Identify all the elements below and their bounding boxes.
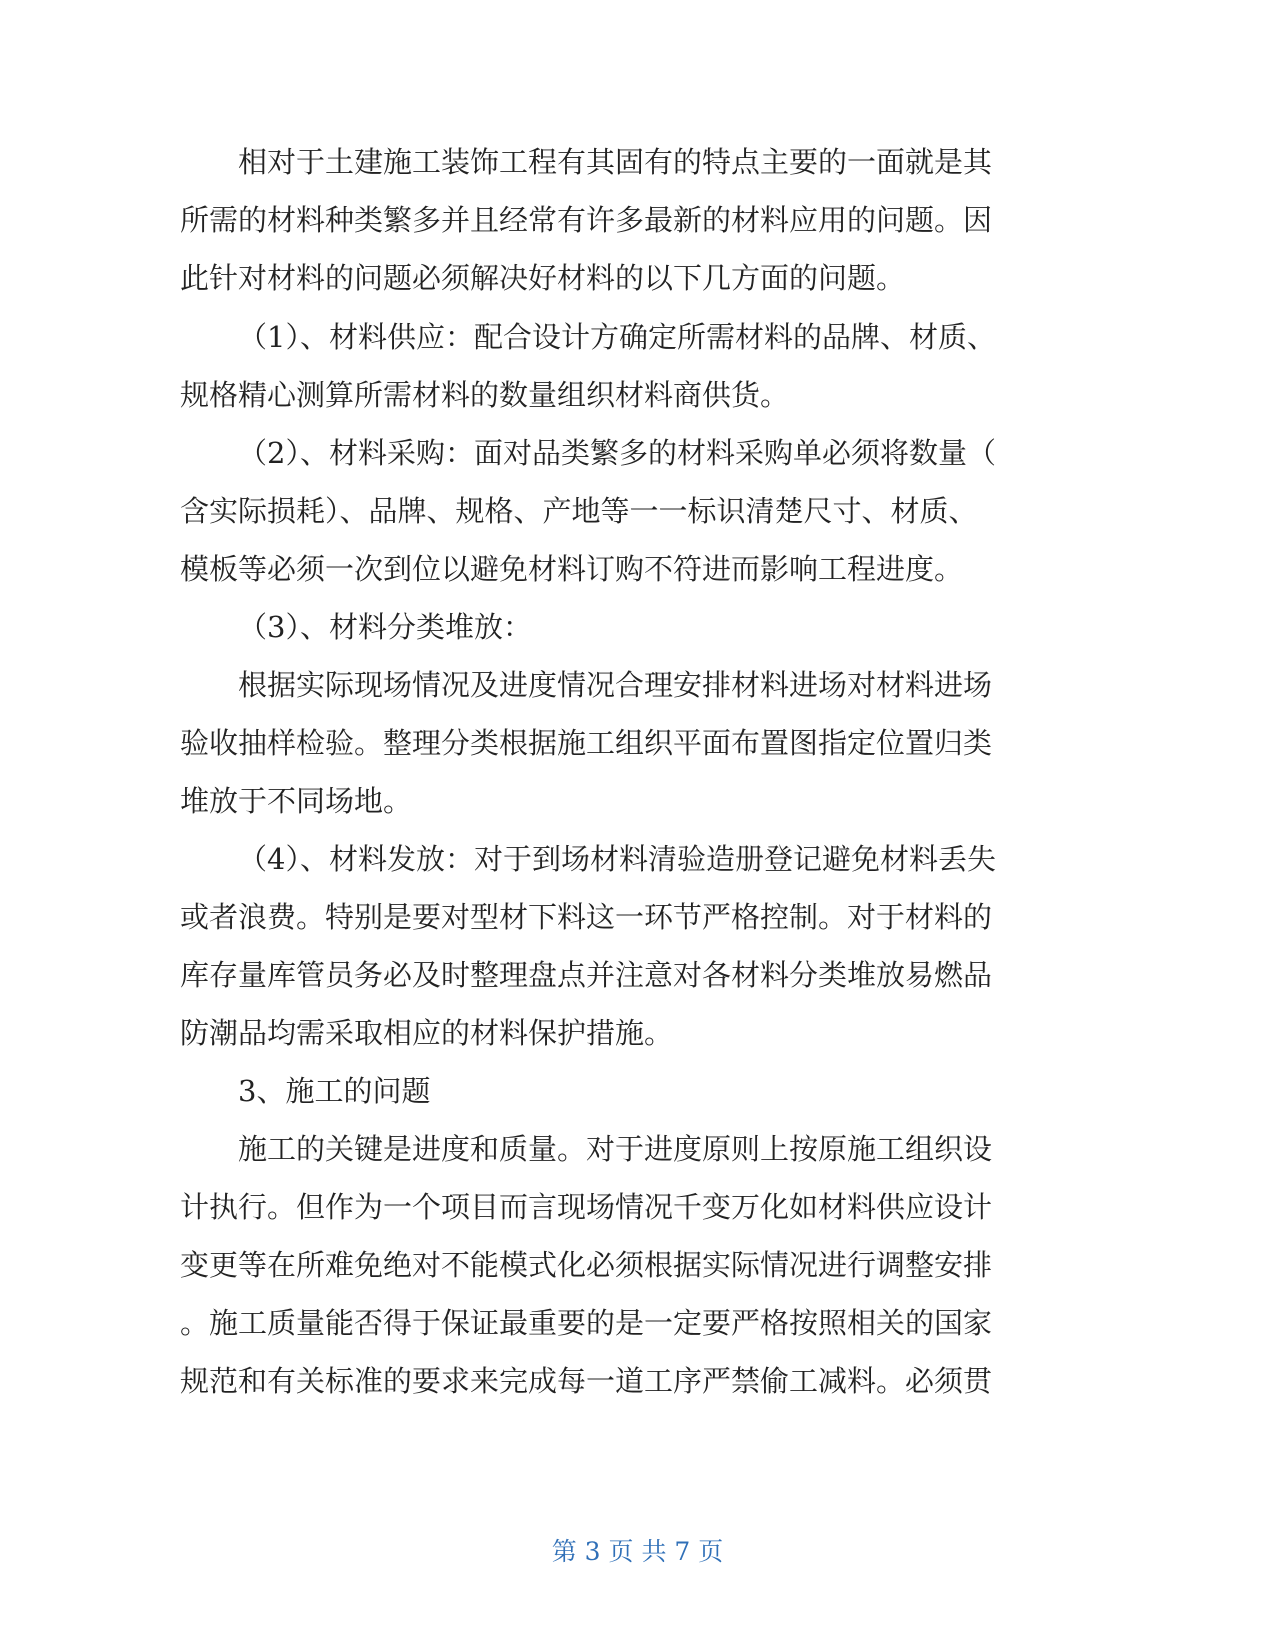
line-text: 施工的关键是进度和质量。对于进度原则上按原施工组织设	[238, 1132, 993, 1166]
line-text: 规格精心测算所需材料的数量组织材料商供货。	[180, 378, 790, 412]
paragraph-line	[0, 132, 1275, 192]
line-text: （3）、材料分类堆放：	[238, 610, 532, 644]
paragraph-line	[0, 829, 1275, 889]
paragraph-line	[0, 1293, 1275, 1353]
line-text: 规范和有关标准的要求来完成每一道工序严禁偷工减料。必须贯	[180, 1364, 993, 1398]
paragraph-line	[0, 1235, 1275, 1295]
paragraph-line	[0, 1351, 1275, 1411]
line-text: 所需的材料种类繁多并且经常有许多最新的材料应用的问题。因	[180, 203, 993, 237]
paragraph-line	[0, 190, 1275, 250]
paragraph-line	[0, 655, 1275, 715]
line-text: 计执行。但作为一个项目而言现场情况千变万化如材料供应设计	[180, 1190, 993, 1224]
paragraph-line	[0, 771, 1275, 831]
line-text: 模板等必须一次到位以避免材料订购不符进而影响工程进度。	[180, 552, 964, 586]
line-text: 或者浪费。特别是要对型材下料这一环节严格控制。对于材料的	[180, 900, 993, 934]
paragraph-line	[0, 365, 1275, 425]
paragraph-line	[0, 1003, 1275, 1063]
section-heading	[0, 1061, 1275, 1121]
line-text: 变更等在所难免绝对不能模式化必须根据实际情况进行调整安排	[180, 1248, 993, 1282]
paragraph-line	[0, 1119, 1275, 1179]
paragraph-line	[0, 597, 1275, 657]
line-text: 含实际损耗）、品牌、规格、产地等一一标识清楚尺寸、材质、	[180, 494, 978, 528]
paragraph-line	[0, 248, 1275, 308]
paragraph-line	[0, 887, 1275, 947]
paragraph-line	[0, 423, 1275, 483]
page-number-footer: 第 3 页 共 7 页	[551, 1537, 724, 1566]
paragraph-line	[0, 945, 1275, 1005]
line-text: （4）、材料发放：对于到场材料清验造册登记避免材料丢失	[238, 842, 996, 876]
paragraph-line	[0, 539, 1275, 599]
line-text: 库存量库管员务必及时整理盘点并注意对各材料分类堆放易燃品	[180, 958, 993, 992]
paragraph-line	[0, 307, 1275, 367]
line-text: 3、施工的问题	[238, 1074, 431, 1108]
line-text: 此针对材料的问题必须解决好材料的以下几方面的问题。	[180, 261, 906, 295]
line-text: 。施工质量能否得于保证最重要的是一定要严格按照相关的国家	[180, 1306, 993, 1340]
paragraph-line	[0, 713, 1275, 773]
line-text: 相对于土建施工装饰工程有其固有的特点主要的一面就是其	[238, 145, 993, 179]
line-text: 防潮品均需采取相应的材料保护措施。	[180, 1016, 674, 1050]
paragraph-line	[0, 1177, 1275, 1237]
line-text: 堆放于不同场地。	[180, 784, 413, 818]
line-text: （2）、材料采购：面对品类繁多的材料采购单必须将数量（	[238, 436, 996, 470]
paragraph-line	[0, 481, 1275, 541]
line-text: 验收抽样检验。整理分类根据施工组织平面布置图指定位置归类	[180, 726, 993, 760]
line-text: 根据实际现场情况及进度情况合理安排材料进场对材料进场	[238, 668, 993, 702]
line-text: （1）、材料供应：配合设计方确定所需材料的品牌、材质、	[238, 320, 996, 354]
